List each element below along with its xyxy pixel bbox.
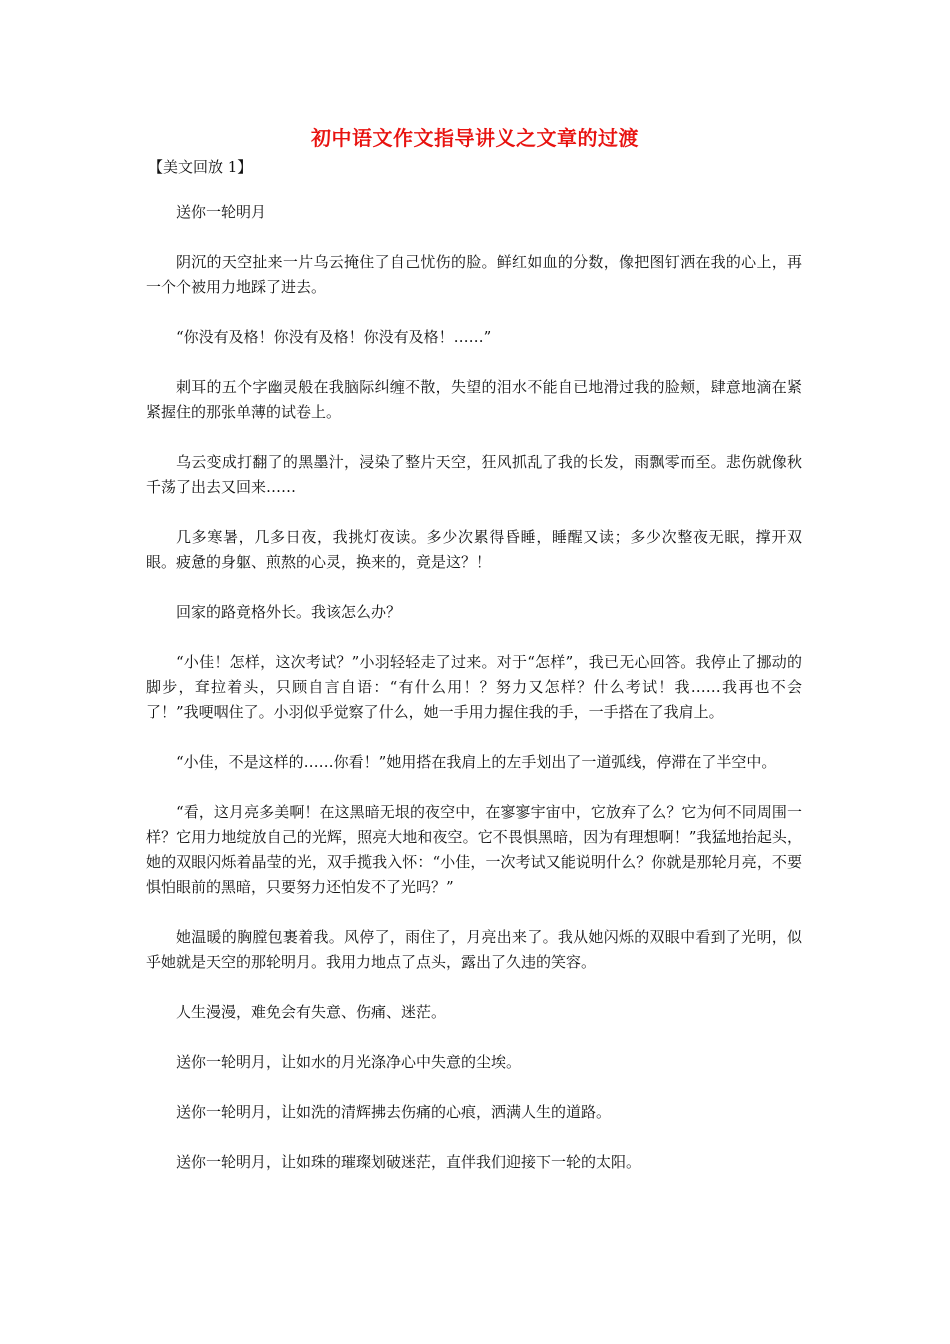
paragraph: “你没有及格！你没有及格！你没有及格！……” bbox=[176, 328, 492, 346]
paragraph: 人生漫漫，难免会有失意、伤痛、迷茫。 bbox=[176, 1003, 447, 1021]
document-title: 初中语文作文指导讲义之文章的过渡 bbox=[311, 126, 639, 150]
paragraph: 回家的路竟格外长。我该怎么办？ bbox=[176, 603, 402, 621]
paragraph: 送你一轮明月，让如水的月光涤净心中失意的尘埃。 bbox=[176, 1053, 522, 1071]
paragraph: 送你一轮明月，让如洗的清辉拂去伤痛的心痕，洒满人生的道路。 bbox=[176, 1103, 612, 1121]
paragraph: 刺耳的五个字幽灵般在我脑际纠缠不散，失望的泪水不能自已地滑过我的脸颊，肆意地滴在紧紧握住的那张单薄的试卷上。 bbox=[146, 378, 802, 421]
paragraph: 阴沉的天空扯来一片乌云掩住了自己忧伤的脸。鲜红如血的分数，像把图钉洒在我的心上，再一个个被用力地踩了进去。 bbox=[146, 253, 802, 296]
paragraph: “小佳！怎样，这次考试？”小羽轻轻走了过来。对于“怎样”，我已无心回答。我停止了挪动的脚步，耷拉着头，只顾自言自语：“有什么用！？努力又怎样？什么考试！我……我再也不会了！”我哽咽住了。小羽似乎觉察了什么，她一手用力握住我的手，一手搭在了我肩上。 bbox=[146, 653, 802, 721]
section-label: 【美文回放 1】 bbox=[148, 158, 253, 176]
paragraph: 几多寒暑，几多日夜，我挑灯夜读。多少次累得昏睡，睡醒又读；多少次整夜无眠，撑开双眼。疲惫的身躯、煎熬的心灵，换来的，竟是这？！ bbox=[146, 528, 802, 571]
article-heading: 送你一轮明月 bbox=[176, 203, 267, 221]
paragraph: “小佳，不是这样的……你看！”她用搭在我肩上的左手划出了一道弧线，停滞在了半空中。 bbox=[176, 753, 777, 771]
paragraph: “看，这月亮多美啊！在这黑暗无垠的夜空中，在寥寥宇宙中，它放弃了么？它为何不同周围一样？它用力地绽放自己的光辉，照亮大地和夜空。它不畏惧黑暗，因为有理想啊！”我猛地抬起头，她的双眼闪烁着晶莹的光，双手揽我入怀：“小佳，一次考试又能说明什么？你就是那轮月亮，不要惧怕眼前的黑暗，只要努力还怕发不了光吗？” bbox=[146, 803, 802, 896]
article-body bbox=[146, 200, 802, 1200]
paragraph: 送你一轮明月，让如珠的璀璨划破迷茫，直伴我们迎接下一轮的太阳。 bbox=[176, 1153, 642, 1171]
paragraph: 她温暖的胸膛包裹着我。风停了，雨住了，月亮出来了。我从她闪烁的双眼中看到了光明，似乎她就是天空的那轮明月。我用力地点了点头，露出了久违的笑容。 bbox=[146, 928, 802, 971]
paragraph: 乌云变成打翻了的黑墨汁，浸染了整片天空，狂风抓乱了我的长发，雨飘零而至。悲伤就像秋千荡了出去又回来…… bbox=[146, 453, 802, 496]
